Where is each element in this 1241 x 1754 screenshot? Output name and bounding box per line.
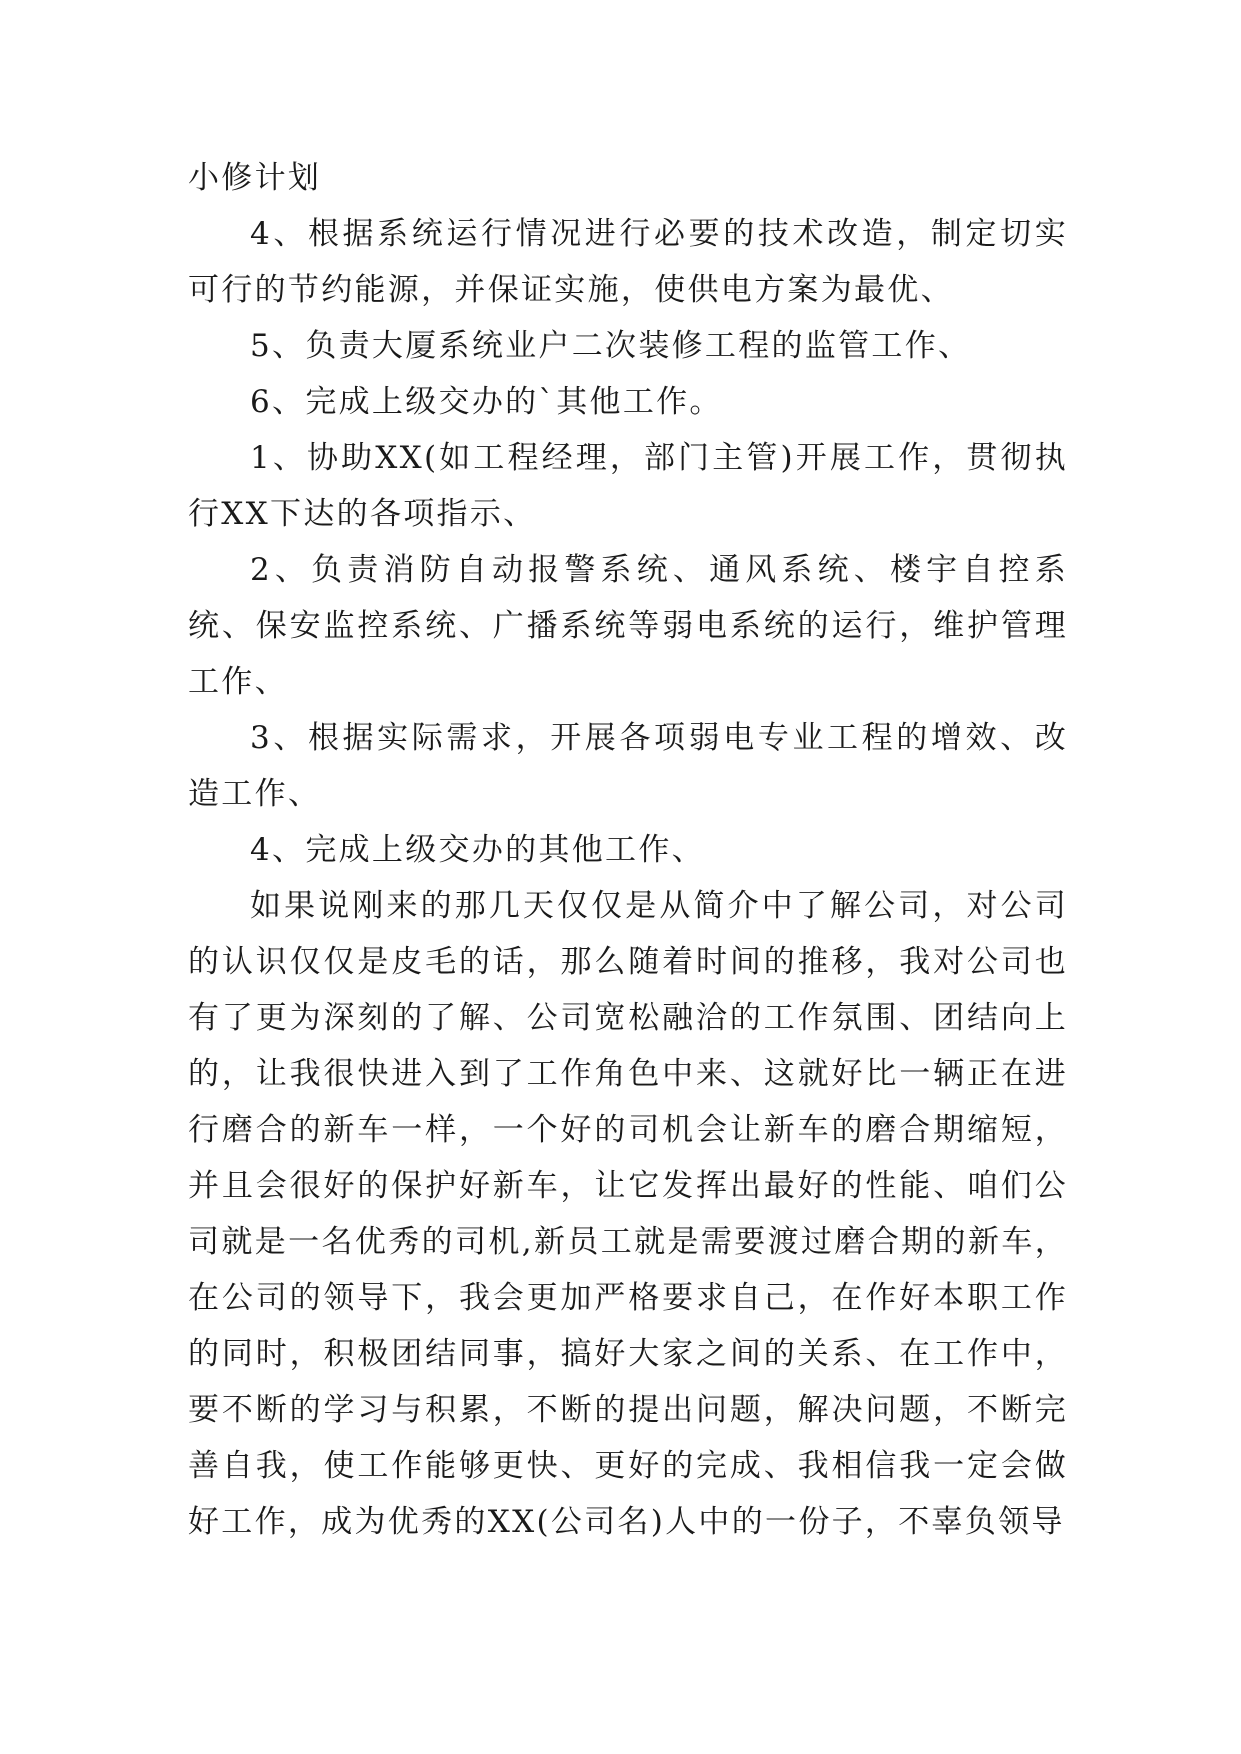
paragraph: 1、协助XX(如工程经理，部门主管)开展工作，贯彻执行XX下达的各项指示、: [188, 440, 1068, 532]
paragraph: 2、负责消防自动报警系统、通风系统、楼宇自控系统、保安监控系统、广播系统等弱电系统的运行，维护管理工作、: [188, 552, 1068, 700]
paragraph: 4、根据系统运行情况进行必要的技术改造，制定切实可行的节约能源，并保证实施，使供电方案为最优、: [188, 216, 1068, 308]
document-body: [188, 150, 1068, 1550]
paragraph: 4、完成上级交办的其他工作、: [250, 832, 705, 868]
paragraph: 5、负责大厦系统业户二次装修工程的监管工作、: [250, 328, 972, 364]
paragraph: 6、完成上级交办的`其他工作。: [250, 384, 723, 420]
paragraph: 如果说刚来的那几天仅仅是从简介中了解公司，对公司的认识仅仅是皮毛的话，那么随着时间的推移，我对公司也有了更为深刻的了解、公司宽松融洽的工作氛围、团结向上的，让我很快进入到了工作角色中来、这就好比一辆正在进行磨合的新车一样，一个好的司机会让新车的磨合期缩短，并且会很好的保护好新车，让它发挥出最好的性能、咱们公司就是一名优秀的司机,新员工就是需要渡过磨合期的新车，在公司的领导下，我会更加严格要求自己，在作好本职工作的同时，积极团结同事，搞好大家之间的关系、在工作中，要不断的学习与积累，不断的提出问题，解决问题，不断完善自我，使工作能够更快、更好的完成、我相信我一定会做好工作，成为优秀的XX(公司名)人中的一份子，不辜负领导: [188, 888, 1068, 1540]
heading-line: 小修计划: [188, 160, 322, 196]
paragraph: 3、根据实际需求，开展各项弱电专业工程的增效、改造工作、: [188, 720, 1068, 812]
